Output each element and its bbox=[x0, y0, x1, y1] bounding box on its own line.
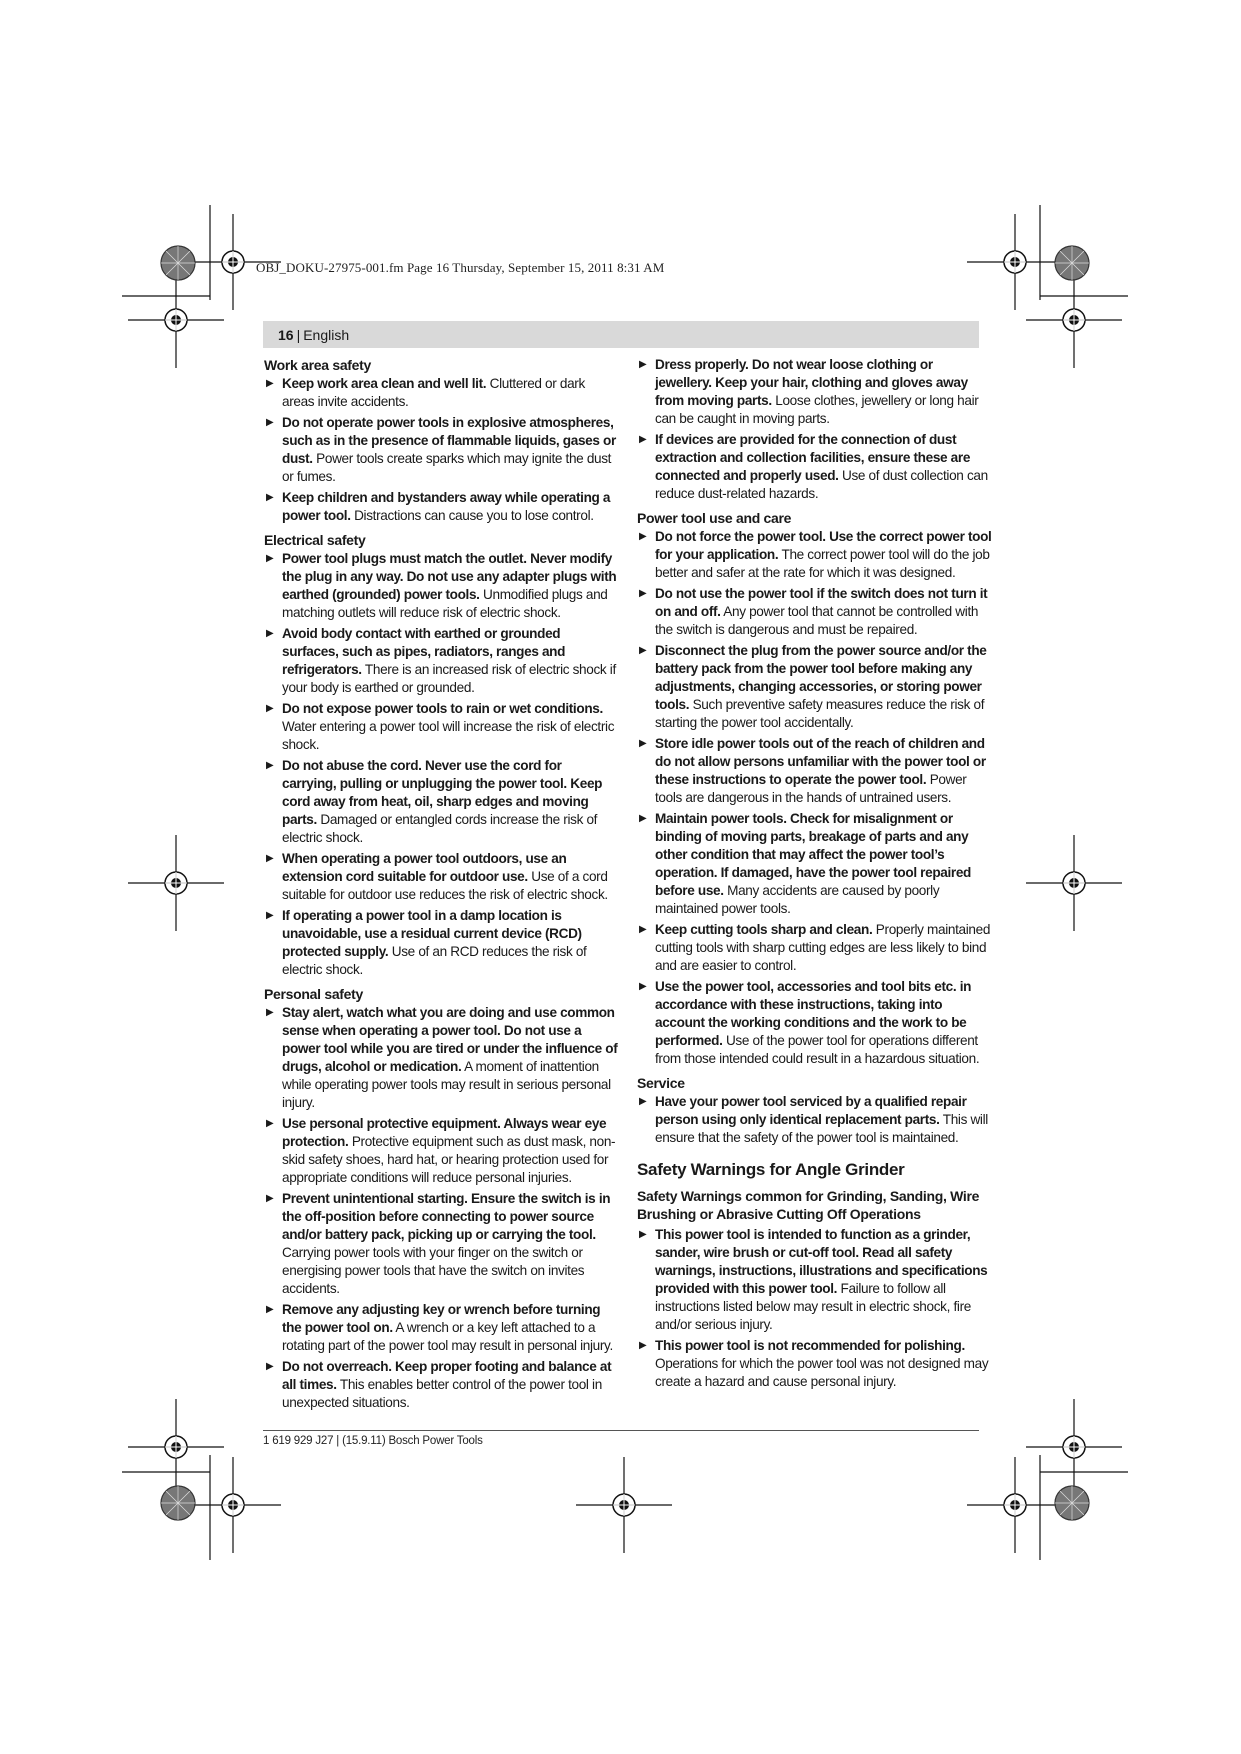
heading-personal-safety: Personal safety bbox=[264, 986, 363, 1002]
bullet-bold-text: Remove any adjusting key or wrench before turning the power tool on. bbox=[282, 1302, 601, 1335]
footer-rule bbox=[263, 1430, 979, 1431]
bullet-body-text: A wrench or a key left attached to a rotating part of the power tool may result in personal injury. bbox=[282, 1320, 613, 1353]
bullet-body-text: Unmodified plugs and matching outlets will reduce risk of electric shock. bbox=[282, 587, 608, 620]
bullet-body-text: Protective equipment such as dust mask, non-skid safety shoes, hard hat, or hearing protection used for appropriate conditions will reduce personal injuries. bbox=[282, 1134, 616, 1185]
bullet-arrow-icon: ▶ bbox=[266, 1118, 274, 1129]
bullet-body-text: This enables better control of the power tool in unexpected situations. bbox=[282, 1377, 602, 1410]
bullet-item bbox=[637, 356, 992, 428]
bullet-arrow-icon: ▶ bbox=[266, 910, 274, 921]
bullet-bold-text: Store idle power tools out of the reach of children and do not allow persons unfamiliar with the power tool or these instructions to operate the power tool. bbox=[655, 736, 986, 787]
bullet-arrow-icon: ▶ bbox=[266, 1007, 274, 1018]
bullet-body-text: This will ensure that the safety of the power tool is maintained. bbox=[655, 1112, 988, 1145]
bullet-body-text: There is an increased risk of electric shock if your body is earthed or grounded. bbox=[282, 662, 616, 695]
bullet-arrow-icon: ▶ bbox=[266, 1361, 274, 1372]
bullet-body-text: Loose clothes, jewellery or long hair can be caught in moving parts. bbox=[655, 393, 979, 426]
bullet-item bbox=[637, 978, 992, 1068]
bullet-body-text: Use of a cord suitable for outdoor use reduces the risk of electric shock. bbox=[282, 869, 608, 902]
bullet-item bbox=[264, 414, 619, 486]
bullet-item bbox=[264, 757, 619, 847]
bullet-body-text: Carrying power tools with your finger on the switch or energising power tools that have the switch on invites accidents. bbox=[282, 1245, 585, 1296]
bullet-body-text: Damaged or entangled cords increase the risk of electric shock. bbox=[282, 812, 598, 845]
header-separator: | bbox=[296, 326, 301, 343]
bullet-bold-text: Disconnect the plug from the power source and/or the battery pack from the power tool before making any adjustments, changing accessories, or storing power tools. bbox=[655, 643, 987, 712]
bullet-item bbox=[264, 850, 619, 904]
bullet-arrow-icon: ▶ bbox=[639, 588, 647, 599]
bullet-arrow-icon: ▶ bbox=[639, 531, 647, 542]
bullet-bold-text: Do not abuse the cord. Never use the cord for carrying, pulling or unplugging the power tool. Keep cord away from heat, oil, sharp edges and moving parts. bbox=[282, 758, 603, 827]
bullet-bold-text: When operating a power tool outdoors, use an extension cord suitable for outdoor use. bbox=[282, 851, 567, 884]
bullet-item bbox=[264, 1190, 619, 1298]
bullet-item bbox=[264, 625, 619, 697]
bullet-bold-text: If operating a power tool in a damp location is unavoidable, use a residual current device (RCD) protected supply. bbox=[282, 908, 582, 959]
bullet-bold-text: Power tool plugs must match the outlet. Never modify the plug in any way. Do not use any adapter plugs with earthed (grounded) power tools. bbox=[282, 551, 617, 602]
bullet-bold-text: Do not force the power tool. Use the correct power tool for your application. bbox=[655, 529, 992, 562]
bullet-body-text: Any power tool that cannot be controlled with the switch is dangerous and must be repaired. bbox=[655, 604, 979, 637]
bullet-bold-text: Keep work area clean and well lit. bbox=[282, 376, 487, 391]
bullet-arrow-icon: ▶ bbox=[266, 760, 274, 771]
bullet-arrow-icon: ▶ bbox=[266, 853, 274, 864]
bullet-bold-text: This power tool is not recommended for polishing. bbox=[655, 1338, 965, 1353]
bullet-body-text: Failure to follow all instructions listed below may result in electric shock, fire and/or serious injury. bbox=[655, 1281, 971, 1332]
bullet-bold-text: Use personal protective equipment. Always wear eye protection. bbox=[282, 1116, 607, 1149]
bullet-bold-text: Have your power tool serviced by a qualified repair person using only identical replacement parts. bbox=[655, 1094, 967, 1127]
bullet-item bbox=[264, 1115, 619, 1187]
bullet-item bbox=[637, 1337, 992, 1391]
bullet-bold-text: Dress properly. Do not wear loose clothing or jewellery. Keep your hair, clothing and gloves away from moving parts. bbox=[655, 357, 968, 408]
bullet-arrow-icon: ▶ bbox=[266, 417, 274, 428]
bullet-item bbox=[637, 585, 992, 639]
bullet-item bbox=[264, 907, 619, 979]
header-language: English bbox=[303, 326, 350, 343]
bullet-bold-text: This power tool is intended to function as a grinder, sander, wire brush or cut-off tool. Read all safety warnings, instructions, illustrations and specifications provided with this power tool. bbox=[655, 1227, 988, 1296]
page-header bbox=[263, 321, 979, 348]
bullet-bold-text: Stay alert, watch what you are doing and use common sense when operating a power tool. Do not use a power tool while you are tired or under the influence of drugs, alcohol or medication. bbox=[282, 1005, 618, 1074]
bullet-arrow-icon: ▶ bbox=[266, 553, 274, 564]
bullet-item bbox=[264, 700, 619, 754]
bullet-body-text: Properly maintained cutting tools with sharp cutting edges are less likely to bind and are easier to control. bbox=[655, 922, 991, 973]
bullet-item bbox=[637, 1093, 992, 1147]
left-column bbox=[264, 356, 619, 1415]
bullet-arrow-icon: ▶ bbox=[266, 378, 274, 389]
bullet-arrow-icon: ▶ bbox=[639, 924, 647, 935]
heading-work-area-safety: Work area safety bbox=[264, 357, 372, 373]
bullet-body-text: Such preventive safety measures reduce the risk of starting the power tool accidentally. bbox=[655, 697, 985, 730]
page-number: 16 bbox=[278, 326, 294, 343]
bullet-item bbox=[264, 375, 619, 411]
bullet-body-text: Use of an RCD reduces the risk of electric shock. bbox=[282, 944, 587, 977]
bullet-item bbox=[264, 1004, 619, 1112]
bullet-bold-text: Prevent unintentional starting. Ensure the switch is in the off-position before connecting to power source and/or battery pack, picking up or carrying the tool. bbox=[282, 1191, 611, 1242]
bullet-item bbox=[637, 528, 992, 582]
bullet-arrow-icon: ▶ bbox=[639, 813, 647, 824]
bullet-item bbox=[264, 1301, 619, 1355]
heading-angle-grinder: Safety Warnings for Angle Grinder bbox=[637, 1160, 905, 1179]
bullet-arrow-icon: ▶ bbox=[639, 1229, 647, 1240]
bullet-item bbox=[264, 550, 619, 622]
bullet-item bbox=[637, 735, 992, 807]
bullet-body-text: Cluttered or dark areas invite accidents. bbox=[282, 376, 585, 409]
bullet-item bbox=[637, 642, 992, 732]
bullet-arrow-icon: ▶ bbox=[639, 359, 647, 370]
heading-electrical-safety: Electrical safety bbox=[264, 532, 366, 548]
bullet-item bbox=[264, 489, 619, 525]
bullet-bold-text: Do not expose power tools to rain or wet conditions. bbox=[282, 701, 603, 716]
bullet-bold-text: Do not operate power tools in explosive atmospheres, such as in the presence of flammable liquids, gases or dust. bbox=[282, 415, 616, 466]
bullet-body-text: The correct power tool will do the job better and safer at the rate for which it was designed. bbox=[655, 547, 990, 580]
bullet-item bbox=[637, 1226, 992, 1334]
bullet-body-text: Power tools create sparks which may ignite the dust or fumes. bbox=[282, 451, 612, 484]
bullet-arrow-icon: ▶ bbox=[639, 434, 647, 445]
bullet-bold-text: Avoid body contact with earthed or grounded surfaces, such as pipes, radiators, ranges and refrigerators. bbox=[282, 626, 566, 677]
subheading-common-warnings: Safety Warnings common for Grinding, Sanding, Wire Brushing or Abrasive Cutting Off Operations bbox=[637, 1188, 980, 1222]
bullet-bold-text: Do not overreach. Keep proper footing and balance at all times. bbox=[282, 1359, 612, 1392]
bullet-body-text: Power tools are dangerous in the hands of untrained users. bbox=[655, 772, 967, 805]
bullet-arrow-icon: ▶ bbox=[639, 645, 647, 656]
bullet-arrow-icon: ▶ bbox=[639, 1096, 647, 1107]
bullet-arrow-icon: ▶ bbox=[266, 492, 274, 503]
bullet-item bbox=[264, 1358, 619, 1412]
bullet-body-text: Water entering a power tool will increase the risk of electric shock. bbox=[282, 719, 615, 752]
bullet-item bbox=[637, 431, 992, 503]
bullet-arrow-icon: ▶ bbox=[639, 1340, 647, 1351]
bullet-body-text: Use of dust collection can reduce dust-related hazards. bbox=[655, 468, 988, 501]
footer-text: 1 619 929 J27 | (15.9.11) Bosch Power Tools bbox=[263, 1435, 483, 1447]
bullet-bold-text: Keep cutting tools sharp and clean. bbox=[655, 922, 873, 937]
bullet-bold-text: Maintain power tools. Check for misalignment or binding of moving parts, breakage of parts and any other condition that may affect the power tool’s operation. If damaged, have the power tool repaired before use. bbox=[655, 811, 972, 898]
bullet-bold-text: Do not use the power tool if the switch does not turn it on and off. bbox=[655, 586, 988, 619]
bullet-bold-text: Use the power tool, accessories and tool bits etc. in accordance with these instructions, taking into account the working conditions and the work to be performed. bbox=[655, 979, 972, 1048]
bullet-arrow-icon: ▶ bbox=[266, 628, 274, 639]
heading-power-tool-use: Power tool use and care bbox=[637, 510, 792, 526]
bullet-body-text: Many accidents are caused by poorly maintained power tools. bbox=[655, 883, 940, 916]
file-slug: OBJ_DOKU-27975-001.fm Page 16 Thursday, September 15, 2011 8:31 AM bbox=[256, 260, 665, 275]
heading-service: Service bbox=[637, 1075, 685, 1091]
bullet-body-text: A moment of inattention while operating power tools may result in serious personal injury. bbox=[282, 1059, 611, 1110]
bullet-arrow-icon: ▶ bbox=[266, 1193, 274, 1204]
bullet-body-text: Distractions can cause you to lose control. bbox=[350, 508, 594, 523]
bullet-body-text: Operations for which the power tool was not designed may create a hazard and cause personal injury. bbox=[655, 1356, 989, 1389]
bullet-item bbox=[637, 921, 992, 975]
bullet-arrow-icon: ▶ bbox=[639, 981, 647, 992]
bullet-arrow-icon: ▶ bbox=[266, 1304, 274, 1315]
bullet-arrow-icon: ▶ bbox=[639, 738, 647, 749]
bullet-bold-text: Keep children and bystanders away while operating a power tool. bbox=[282, 490, 611, 523]
right-column bbox=[637, 356, 992, 1394]
bullet-bold-text: If devices are provided for the connection of dust extraction and collection facilities, ensure these are connected and properly used. bbox=[655, 432, 971, 483]
bullet-body-text: Use of the power tool for operations different from those intended could result in a hazardous situation. bbox=[655, 1033, 980, 1066]
bullet-arrow-icon: ▶ bbox=[266, 703, 274, 714]
bullet-item bbox=[637, 810, 992, 918]
